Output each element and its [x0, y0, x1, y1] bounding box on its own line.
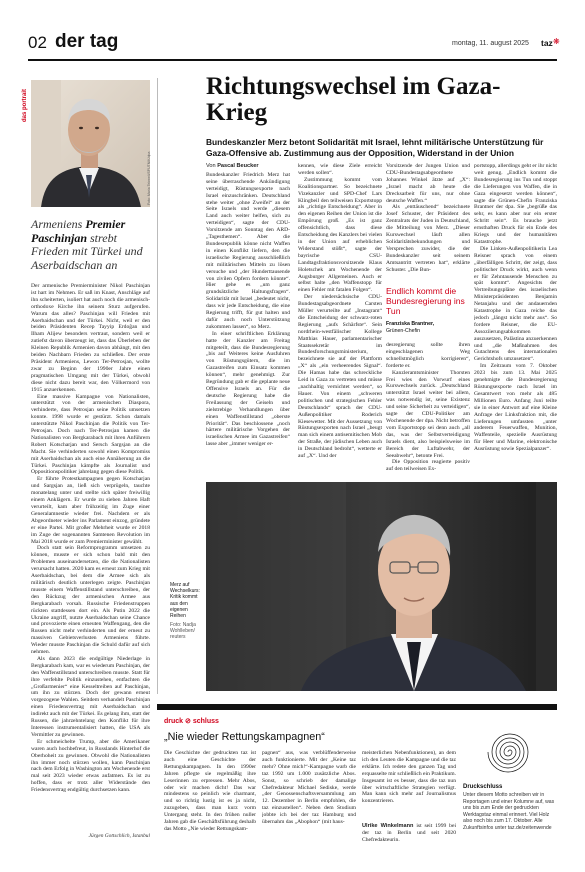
portrait-paragraph: Der armenische Premierminister Nikol Paschinjan ist hart im Nehmen. Er saß im Knast, Anschläge auf ihn scheiterten, isoliert hat auch noch die armenisch-orthodoxe Kirche ihn seinem Sturz aufgerufen. Warum das alles? Paschinjan will Frieden mit Aserbaidschan und der Türkei. Nicht, weil er den beiden Präsidenten Recep Tayyip Erdoğan und Ilham Alijew besonders vertraut, sondern weil er zutiefst davon überzeugt ist, dass das Überleben der Kleinen Republik Armenien davon abhängt, mit den beiden Nachbarn Frieden zu schließen. Der erste Präsident Armeniens, Lewon Ter-Petrosjan, wollte zwar zu Beginn der 1990er Jahre einen pragmatischen Umgang mit der Türkei, obwohl diese nicht dazu bereit war, den Völkermord von 1915 anzuerkennen. [31, 283, 150, 393]
article-column-2 [298, 163, 382, 472]
brand-name: taz [541, 38, 553, 48]
portrait-headline [31, 218, 151, 272]
druck-title: „Nie wieder Rettungskampagnen“ [164, 731, 325, 743]
article-paragraph: Der niedersächsische CDU-Bundestagsabgeordnete Carsten Müller verurteilte auf „Instagram“ die Entscheidung der schwarz-roten Regierung „aufs Schärfste“. Sein nordrhein-westfälischer Kollege Matthias Hauer, parlamentarischer Staatssekretär im Bundesforschungsministerium, bezeichnete sie auf der Plattform „X“ als „ein verheerendes Signal“. Die Hamas habe das schreckliche Leid in Gaza zu vertreten und müsse „nachhaltig vernichtet werden“, so Hauer. Von einem „schweren politischen und strategischen Fehler Deutschlands“ sprach der CDU-Außenpolitiker Roderich Kiesewetter. Mit der Aussetzung von Rüstungsexporten nach Israel „beugt man sich einem antisemitischen Mob der Straße, der jüdischen Leben auch in Deutschland bedroht“, wetterte er auf „X“. Und der [298, 294, 382, 460]
section-title: der tag [55, 31, 119, 52]
druck-paragraph: pagnen“ aus, was verblüffenderweise auch funktionierte. Mit der „Keine taz mehr? Ohne mich!“-Kampagne warb die taz 1992 um 1.000 zusätzliche Abos. Sonst, so schrieb der damalige Chefredakteur Michael Sediske, werde „der Genossenschaftsversammlung am 12. Dezember in Berlin empfohlen, die taz einzustellen“. Neben dem Studium jobbte ich bei der taz Hamburg und übernahm das „Abophon“ (mit haus- [262, 750, 356, 826]
druck-author-name: Ulrike Winkelmann [362, 823, 414, 829]
article-paragraph: desregierung sollte ihren eingeschlagenen Weg schnellstmöglich korrigieren“, forderte er. [386, 342, 470, 369]
portrait-paragraph: Doch statt sein Reformprogramm umsetzen zu können, musste er sich schon bald mit den Problemen auseinandersetzen, die die Nationalisten verursacht hatten. 2020 kam es erneut zum Krieg mit Aserbaidschan, bei dem die Armee sich als militärisch deutlich unterlegen zeigte. Paschinjan musste einem Waffenstillstand unterschreiben, der den Rückzug der armenischen Armee aus Bergkarabach vorsah. Russische Friedenstruppen rückten stattdessen dort ein. Als Putin 2022 die Ukraine angriff, nutzte Aserbaidschan seine Chance und provozierte einen erneuten Waffengang, den die Russen nicht mehr verhinderten und der erneut zu massiven Gebietsverlusten Armeniens führte. Wieder musste Paschinjan die Schuld dafür auf sich nehmen. [31, 545, 150, 656]
spiral-icon [478, 728, 542, 776]
article-paragraph: Bundeskanzler Friedrich Merz hat seine überraschende Ankündigung verteidigt, Rüstungsexporte nach Israel einzuschränken. Deutschland stehe weiter „ohne Zweifel“ an der Seite Israels und werde „diesem Land auch weiter helfen, sich zu verteidigen“, sagte der CDU-Vorsitzende am Sonntag den ARD-„Tagesthemen“. Aber die Bundesrepublik könne nicht Waffen in einen Konflikt liefern, den die israelische Regierung ausschließlich mit militärischen Mitteln zu lösen versuche und „der Hunderttausende von zivilen Opfern fordern könnte“. Hier gehe es „um ganz grundsätzliche Haltungsfragen“. Solidarität mit Israel „bedeutet nicht, dass wir jede Entscheidung, die eine Regierung trifft, für gut halten und dafür auch noch Unterstützung zukommen lassen“, so Merz. [206, 171, 290, 330]
merz-photo [206, 482, 557, 691]
druck-author [362, 823, 456, 853]
portrait-body [31, 283, 150, 831]
article-paragraph: portstopp, allerdings geht er ihr nicht weit genug. „Endlich kommt die Bundesregierung ins Tun und stoppt die Lieferungen von Waffen, die in Gaza eingesetzt werden können“, sagte die Grünen-Chefin Franziska Brantner der dpa. Sie „begrüße das sehr, es kann aber nur ein erster Schritt sein“. Es brauche jetzt ernsthaften Druck für ein Ende des Kriegs und der humanitären Katastrophe. [474, 163, 557, 245]
article-column-4 [474, 163, 557, 483]
portrait-label: das portrait [22, 88, 28, 122]
article-subheadline: Bundeskanzler Merz betont Solidarität mit Israel, lehnt militärische Unterstützung für Gaza-Offensive ab. Zustimmung aus der Opposition, Widerstand in der Union [206, 137, 544, 158]
portrait-paragraph: Als dann 2023 die endgültige Niederlage in Bergkarabach kam, war es wiederum Paschinjan, der den Waffenstillstand unterschreiben musste. Statt für ihre verfehlte Politik einzustehen, entfachten die „Großarmenier“ eine Kesseltreiben auf Paschinjan, um ihn zu stürzen. Doch der gewann erneut vorgezogene Wahlen. Seitdem verhandelt Paschinjan einen Friedensvertrag mit Aserbaidschan und indirekt auch mit der Türkei. Es gelang ihm, statt der Russen, die jahrzehntelang den Konflikt für ihre Interessen instrumentalisiert hatten, die USA als Vermittler zu gewinnen. [31, 655, 150, 738]
portrait-headline-part1: Armeniens [31, 217, 86, 231]
druck-paragraph: meisterlichen Nebenfunktionen), an dem ich den Leuten die Kampagne und die taz erklärte. Ich redete den ganzen Tag und erquasselte mir schließlich ein Praktikum. Insgesamt ist es besser, dass die taz nun über wirtschaftliche Strategien verfügt. Man kann sich mehr auf Journalismus konzentrieren. [362, 750, 456, 805]
header-rule [28, 59, 557, 61]
article-paragraph: Zustimmung kommt vom Koalitionspartner. So bezeichnete Vizekanzler und SPD-Chef Lars Klingbeil den teilweisen Exportstopp als „richtige Entscheidung“. Aber in den eigenen Reihen der Union ist die Empörung groß. „Es ist ganz offensichtlich, dass diese Entscheidung des Kanzlers bei vielen in der Union auf erheblichen Widerstand stößt“, sagte der bayrische CSU-Landtagsfraktionsvorsitzende Klaus Holetschek am Wochenende der Augsburger Allgemeinen. Auch er selbst halte „den Waffenstopp für einen Fehler mit fatalen Folgen“. [298, 176, 382, 294]
bottom-box-rule [157, 704, 557, 710]
portrait-paragraph: Er schmeichelte Trump, aber die Amerikaner waren auch hochbefreut, in Russlands Hinterhof die Oberhoheit zu gewinnen. Obwohl die Nationalisten ihn immer noch stürzen wollen, kann Paschinjan nach dem Erfolg in Washington am Wochenende erst mal seit 2023 wieder etwas aufatmen. Es ist zu hoffen, dass er trotz aller Widerstände den Friedensvertrag endgültig durchsetzen kann. [31, 738, 150, 794]
article-paragraph: Vorsitzende der Jungen Union und CDU-Bundestagsabgeordnete Johannes Winkel ätzte auf „X“: „Israel macht ab heute die Drecksarbeit für uns, nur ohne deutsche Waffen.“ [386, 163, 470, 204]
portrait-photo [31, 80, 150, 207]
druck-kicker: druck ⊘ schluss [164, 718, 219, 725]
portrait-photo-credit: Foto: Maria Tekmeli/SPUTNIK/dpa [147, 151, 151, 205]
portrait-headline-part2: strebt Frieden mit Türkei und Aserbaidschan an [31, 230, 143, 272]
page-number: 02 [28, 33, 47, 52]
issue-date: montag, 11. august 2025 [452, 40, 529, 47]
pull-quote-role: Grünen-Chefin [386, 328, 421, 334]
portrait-paragraph: Er führte Protestkampagnen gegen Kotscharjan und Sargsjan an, ließ sich verprügeln, tauchte monatelang unter und stellte sich später freiwillig einem Anklägern. Er wurde zu sieben Jahren Haft verurteilt, kam aber frühzeitig im Zuge einer Generalamnestie wieder frei. Nachdem er als Abgeordneter wieder ins Parlament einzog, gründete er eine Partei. Mit großer Mehrheit wurde er 2018 im Zuge der sogenannten Samtenen Revolution im Mai 2018 wurde er zum Premierminister gewählt. [31, 476, 150, 545]
taz-paw-icon: ❋ [553, 37, 560, 46]
portrait-paragraph: Eine massive Kampagne von Nationalisten, unterstützt von der armenischen Diaspora, verhinderte, dass Petrosjan seine Politik umsetzen konnte. 1998 wurde er gestürzt. Schon damals unterstützte Nikol Paschinjan die Politik von Ter-Petrosjan. Doch nach Ter-Petrosjan kamen die Nationalisten von Bergkarabach mit ihren Anführern Robert Kotscharjan und Sersch Sargsjan an die Macht. Sie verhinderten sowohl einen Kompromiss mit Aserbaidschan als auch eine Annäherung an die Türkei. Paschinjan kämpfte als Journalist und Oppositionspolitiker jahrelang gegen diese Politik. [31, 393, 150, 476]
byline-author: Pascal Beucker [217, 163, 259, 169]
article-byline: Von Pascal Beucker [206, 163, 259, 169]
druckschluss-title: Druckschluss [463, 784, 503, 790]
druck-paragraph: Die Geschichte der gedruckten taz ist auch eine Geschichte der Rettungskampagnen. In den 1990er Jahren pflegte sie regelmäßig ihre Leserinnen zu erpressen. Mehr Abos, oder wir machen dicht! Das war mindestens so peinlich wie charmant, und so richtig lustig ist es ja nicht, zuzugeben, dass man kurz vorm Untergang steht. In den frühen nuller Jahren gab die Geschäftsführung deshalb das Motto „Nie wieder Rettungskam- [164, 750, 256, 832]
pull-quote-name: Franziska Brantner, [386, 321, 435, 327]
article-paragraph: Kanzleramtsminister Thorsten Frei wies den Vorwurf eines Kurswechsels zurück. „Deutschland unterstützt Israel weiter bei allem, was notwendig ist, seine Existenz und seine Sicherheit zu verteidigen“, sagte der CDU-Politiker am Wochenende der dpa. Nicht betroffen vom Exportstopp sei denn auch „all das, was der Selbstverteidigung Israels dient, also beispielsweise im Bereich der Luftabwehr, der Seeabwehr“, betonte Frei. [386, 369, 470, 459]
pull-quote: Endlich kommt die Bundesregierung ins Tun [386, 286, 465, 316]
portrait-headline-bold: Premier Paschinjan [31, 217, 126, 245]
druck-column-3 [362, 750, 456, 820]
article-paragraph: kennen, wie diese Ziele erreicht werden sollen“. [298, 163, 382, 176]
druck-column-2 [262, 750, 356, 852]
article-paragraph: Die Linken-Außenpolitikerin Lea Reisner sprach von einem „überfälligen Schritt, der zeigt, dass politischer Druck wirkt, auch wenn er für Zehntausende Menschen zu spät kommt“. Angesichts der Vertreibungspläne des israelischen Ministerpräsidenten Benjamin Netanjahu und der andauernden Katastrophe in Gaza reiche das jedoch „längst nicht mehr aus“. So fordere Reisner, die EU-Assoziierungsabkommen auszusetzen, Palästina anzuerkennen und „die Maßnahmen des Gutachtens des internationalen Gerichtshofs umzusetzen“. [474, 245, 557, 363]
article-paragraph: Als „enttäuschend“ bezeichnete Josef Schuster, der Präsident des Zentralrats der Juden in Deutschland, die Mitteilung von Merz. „Dieser Kurswechsel läuft allen Solidaritätsbekundungen und Versprechen zuwider, die der Bundeskanzler seit seinem Amtsantritt vertreten hat“, erklärte Schuster. „Die Bun- [386, 204, 470, 273]
druckschluss-text: Unter diesem Motto schreiben wir in Reportagen und einer Kolumne auf, was uns bis zum Ende der gedruckten Werktagstaz einmal erinnert. Viel Holz also noch bis zum 17. Oktober. Alle Zukunftsinfos unter taz.de/zeitenwende [463, 792, 555, 831]
druck-column-1 [164, 750, 256, 852]
photo-credit: Foto: Nadja Wohlleben/ reuters [170, 622, 196, 641]
druck-seal-icon: ⊘ [185, 718, 191, 725]
article-column-3-continued [386, 342, 470, 476]
article-paragraph: In einer schriftlichen Erklärung hatte der Kanzler am Freitag mitgeteilt, dass die Bundesregierung „bis auf Weiteres keine Ausfuhren von Rüstungsgütern, die im Gazastreifen zum Einsatz kommen können“, mehr genehmigt. Zur Begründung gab er die geplante neue Offensive Israels an. Für die deutsche Regierung habe die Freilassung der Geiseln und zielstrebige Verhandlungen über einen Waffenstillstand „oberste Priorität“. Das beschlossene „noch härtere militärische Vorgehen der israelischen Armee im Gazastreifen“ lasse aber „immer weniger er- [206, 330, 290, 448]
article-paragraph: Im Zeitraum vom 7. Oktober 2023 bis zum 13. Mai 2025 genehmigte die Bundesregierung Rüstungsexporte nach Israel im Gesamtwert von mehr als 485 Millionen Euro. Anfang Juni teilte sie in einer Antwort auf eine Kleine Anfrage der Linksfraktion mit, die Lieferungen umfassten „unter anderem Feuerwaffen, Munition, Waffenteile, spezielle Ausrüstung für Heer und Marine, elektronische Ausrüstung sowie Spezialpanzer“. [474, 363, 557, 453]
column-divider [157, 78, 158, 694]
article-paragraph: Die Opposition reagierte positiv auf den teilweisen Ex- [386, 459, 470, 473]
article-headline: Richtungswechsel im Gaza-Krieg [206, 73, 501, 126]
article-column-1 [206, 163, 290, 518]
portrait-author: Jürgen Gottschlich, Istanbul [88, 833, 150, 839]
photo-caption: Merz auf Wechselkurs: Kritik kommt aus den eigenen Reihen [170, 582, 200, 620]
druck-author-bio: ist seit 1999 bei der taz in Berlin und seit 2020 Chefredakteurin. [362, 823, 456, 843]
article-column-3 [386, 163, 470, 273]
